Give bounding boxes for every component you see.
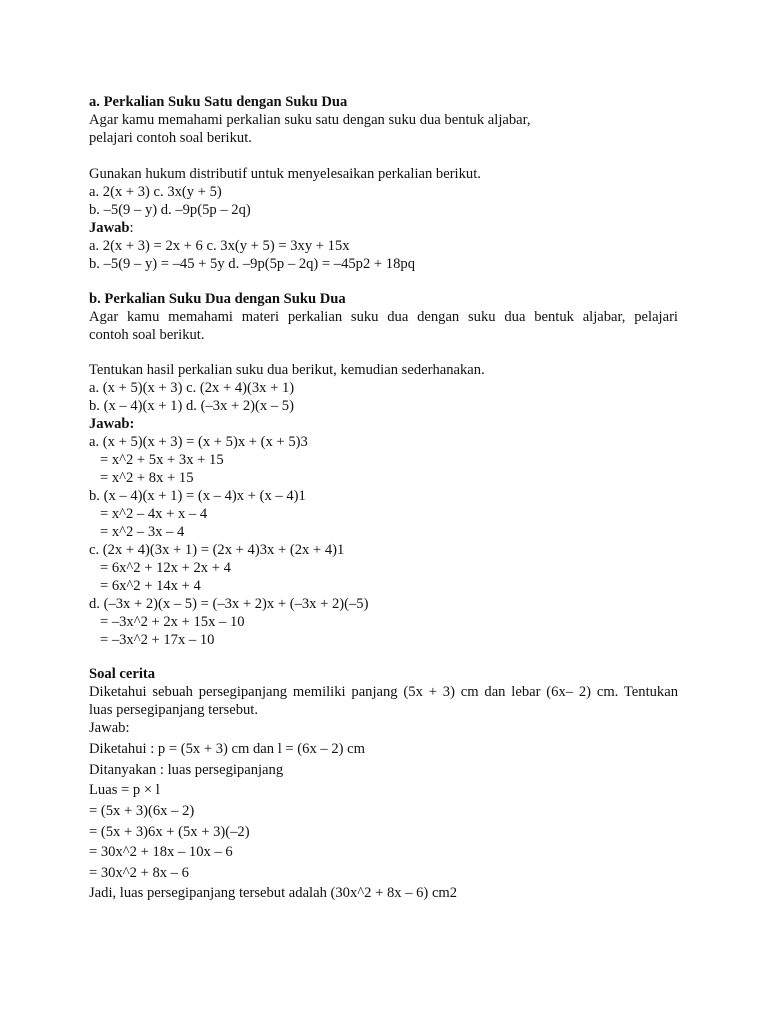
section-a-answer-label-line [89, 219, 134, 237]
story-line: = (5x + 3)(6x – 2) [89, 803, 195, 819]
story-line: Diketahui : p = (5x + 3) cm dan l = (6x – 2) cm [89, 741, 365, 757]
solution-step: = 6x^2 + 14x + 4 [89, 578, 201, 594]
story-line: = 30x^2 + 8x – 6 [89, 865, 189, 881]
story-answer-label: Jawab: [89, 720, 130, 736]
solution-step: c. (2x + 4)(3x + 1) = (2x + 4)3x + (2x + 4)1 [89, 542, 345, 558]
section-a-heading: a. Perkalian Suku Satu dengan Suku Dua [89, 94, 348, 110]
solution-step: b. (x – 4)(x + 1) = (x – 4)x + (x – 4)1 [89, 488, 306, 504]
section-b-intro-2: contoh soal berikut. [89, 327, 205, 343]
section-a-intro-1: Agar kamu memahami perkalian suku satu dengan suku dua bentuk aljabar, [89, 112, 531, 128]
section-a-problem-2: b. –5(9 – y) d. –9p(5p – 2q) [89, 202, 251, 218]
section-a-instruction: Gunakan hukum distributif untuk menyelesaikan perkalian berikut. [89, 166, 481, 182]
solution-step: = x^2 – 4x + x – 4 [89, 506, 208, 522]
story-heading: Soal cerita [89, 666, 156, 682]
story-line: = (5x + 3)6x + (5x + 3)(–2) [89, 824, 250, 840]
story-text-1: Diketahui sebuah persegipanjang memiliki panjang (5x + 3) cm dan lebar (6x– 2) cm. Tentukan [89, 684, 678, 700]
section-b-problem-1: a. (x + 5)(x + 3) c. (2x + 4)(3x + 1) [89, 380, 295, 396]
solution-step: = –3x^2 + 17x – 10 [89, 632, 215, 648]
section-b-problem-2: b. (x – 4)(x + 1) d. (–3x + 2)(x – 5) [89, 398, 294, 414]
section-b-intro-1: Agar kamu memahami materi perkalian suku dua dengan suku dua bentuk aljabar, pelajari [89, 309, 678, 325]
solution-step: = x^2 – 3x – 4 [89, 524, 185, 540]
solution-step: = 6x^2 + 12x + 2x + 4 [89, 560, 231, 576]
section-a-answer-colon: : [129, 220, 134, 236]
story-line: Ditanyakan : luas persegipanjang [89, 762, 284, 778]
story-text-2: luas persegipanjang tersebut. [89, 702, 258, 718]
section-a-answer-2: b. –5(9 – y) = –45 + 5y d. –9p(5p – 2q) = –45p2 + 18pq [89, 256, 415, 272]
section-a-problem-1: a. 2(x + 3) c. 3x(y + 5) [89, 184, 222, 200]
solution-step: = x^2 + 5x + 3x + 15 [89, 452, 224, 468]
section-b-instruction: Tentukan hasil perkalian suku dua berikut, kemudian sederhanakan. [89, 362, 485, 378]
story-line: Luas = p × l [89, 782, 160, 798]
solution-step: d. (–3x + 2)(x – 5) = (–3x + 2)x + (–3x + 2)(–5) [89, 596, 369, 612]
section-a-intro-2: pelajari contoh soal berikut. [89, 130, 252, 146]
section-a-answer-1: a. 2(x + 3) = 2x + 6 c. 3x(y + 5) = 3xy + 15x [89, 238, 350, 254]
section-b-answer-label: Jawab: [89, 416, 135, 432]
story-line: = 30x^2 + 18x – 10x – 6 [89, 844, 233, 860]
section-a-answer-label: Jawab [89, 220, 130, 236]
story-conclusion: Jadi, luas persegipanjang tersebut adalah (30x^2 + 8x – 6) cm2 [89, 885, 458, 901]
solution-step: = x^2 + 8x + 15 [89, 470, 194, 486]
solution-step: = –3x^2 + 2x + 15x – 10 [89, 614, 245, 630]
solution-step: a. (x + 5)(x + 3) = (x + 5)x + (x + 5)3 [89, 434, 308, 450]
section-b-heading: b. Perkalian Suku Dua dengan Suku Dua [89, 291, 346, 307]
